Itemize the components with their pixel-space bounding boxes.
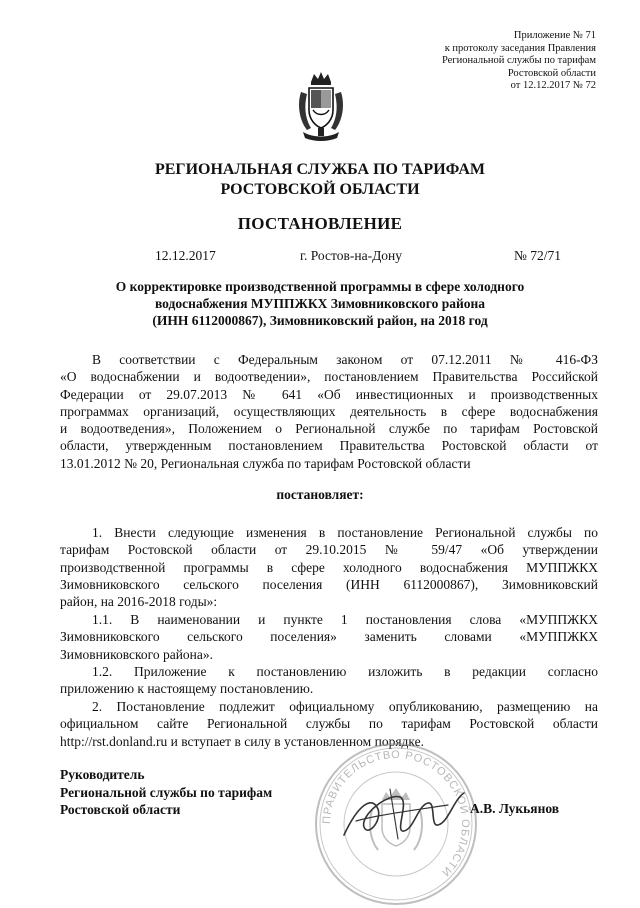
text-line: программах организаций, осуществляющих деятельность в сфере водоснабжения — [60, 403, 598, 419]
document-subject — [60, 278, 580, 329]
clause-1-1 — [60, 611, 598, 663]
text-line: В соответствии с Федеральным законом от 07.12.2011 № 416-ФЗ — [92, 352, 598, 367]
signatory-position-line: Руководитель — [60, 767, 145, 782]
appendix-line: от 12.12.2017 № 72 — [510, 80, 596, 91]
text-line: Зимовниковского района». — [60, 646, 214, 662]
organization-title — [0, 160, 640, 200]
text-line: 1.1. В наименовании и пункте 1 постановления слова «МУППЖКХ — [92, 612, 598, 627]
text-line: тарифам Ростовской области от 29.10.2015 № 59/47 «Об утверждении — [60, 542, 598, 558]
text-line: Зимовниковского сельского поселения (ИНН 6112000867), Зимовниковский — [60, 576, 598, 592]
organization-title-line2: РОСТОВСКОЙ ОБЛАСТИ — [220, 181, 420, 198]
text-line: официальном сайте Региональной службы по тарифам Ростовской области — [60, 716, 598, 732]
seal-text: ПРАВИТЕЛЬСТВО РОСТОВСКОЙ ОБЛАСТИ — [320, 748, 472, 879]
organization-title-line1: РЕГИОНАЛЬНАЯ СЛУЖБА ПО ТАРИФАМ — [154, 161, 486, 178]
text-line: производственной программы в сфере холодного водоснабжения МУППЖКХ — [60, 559, 598, 575]
text-line: приложению к настоящему постановлению. — [60, 681, 314, 697]
clause-1-2 — [60, 663, 598, 698]
handwritten-signature — [338, 775, 478, 855]
coat-of-arms-icon — [295, 70, 347, 142]
text-line: 2. Постановление подлежит официальному опубликованию, размещению на — [92, 699, 598, 714]
document-type: ПОСТАНОВЛЕНИЕ — [237, 214, 403, 233]
appendix-line: Региональной службы по тарифам — [441, 55, 596, 66]
text-line: Зимовниковского сельского поселения» заменить словами «МУППЖКХ — [60, 629, 598, 645]
document-number: № 72/71 — [514, 248, 562, 263]
signatory-name: А.В. Лукьянов — [470, 801, 560, 816]
text-line: 13.01.2012 № 20, Региональная служба по тарифам Ростовской области — [60, 455, 471, 471]
document-date: 12.12.2017 — [155, 248, 216, 263]
text-line: и водоотведения», Положением о Региональной службе по тарифам Ростовской — [60, 421, 598, 437]
text-line: http://rst.donland.ru и вступает в силу в установленном порядке. — [60, 733, 424, 749]
text-line: район, на 2016-2018 годы»: — [60, 594, 218, 610]
appendix-note — [336, 30, 596, 93]
text-line: 1.2. Приложение к постановлению изложить в редакции согласно — [92, 664, 598, 679]
subject-line: (ИНН 6112000867), Зимовниковский район, на 2018 год — [152, 313, 488, 328]
appendix-line: Приложение № 71 — [513, 30, 596, 41]
preamble-paragraph — [60, 351, 598, 472]
signatory-position-line: Региональной службы по тарифам — [60, 784, 273, 800]
signatory-position — [60, 766, 272, 819]
clause-1 — [60, 524, 598, 610]
text-line: 1. Внести следующие изменения в постановление Региональной службы по — [92, 525, 598, 540]
appendix-line: Ростовской области — [507, 67, 596, 79]
subject-line: водоснабжения МУППЖКХ Зимовниковского района — [154, 296, 486, 311]
document-city: г. Ростов-на-Дону — [300, 248, 403, 263]
subject-line: О корректировке производственной программы в сфере холодного — [115, 279, 525, 294]
text-line: области, утвержденным постановлением Правительства Ростовской области от — [60, 438, 598, 454]
text-line: Федерации от 29.07.2013 № 641 «Об инвестиционных и производственных — [60, 386, 598, 402]
appendix-line: к протоколу заседания Правления — [444, 42, 596, 54]
resolves-heading: постановляет: — [276, 487, 364, 502]
text-line: «О водоснабжении и водоотведении», постановлением Правительства Российской — [60, 369, 598, 385]
signatory-position-line: Ростовской области — [60, 802, 181, 817]
